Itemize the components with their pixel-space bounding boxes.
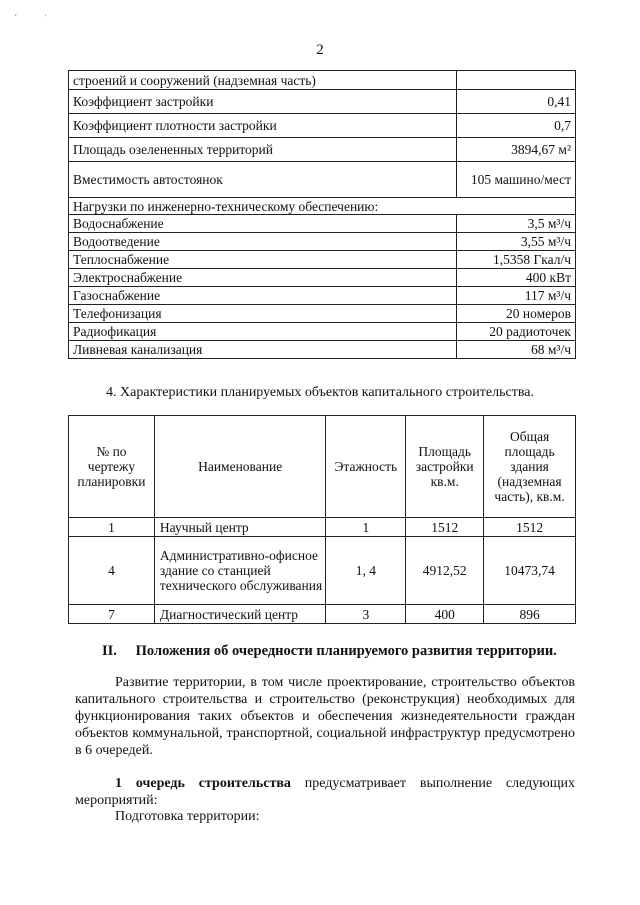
param-name: Ливневая канализация xyxy=(69,341,457,359)
cell-number: 7 xyxy=(69,605,155,624)
scan-mark: ˈ xyxy=(44,14,48,25)
param-group-header: Нагрузки по инженерно-техническому обеспечению: xyxy=(69,198,576,215)
cell-total-area: 1512 xyxy=(484,518,576,537)
site-preparation-line: Подготовка территории: xyxy=(115,809,260,824)
section-2-heading xyxy=(102,643,557,660)
col-header-name: Наименование xyxy=(154,416,326,518)
col-header-built-area: Площадь застройки кв.м. xyxy=(406,416,484,518)
cell-number: 1 xyxy=(69,518,155,537)
stage-1-paragraph xyxy=(75,775,575,809)
param-value: 20 радиоточек xyxy=(457,323,576,341)
param-name: строений и сооружений (надземная часть) xyxy=(69,71,457,90)
cell-name: Диагностический центр xyxy=(154,605,326,624)
param-name: Коэффициент застройки xyxy=(69,90,457,114)
param-name: Водоотведение xyxy=(69,233,457,251)
cell-floors: 1 xyxy=(326,518,406,537)
table-row xyxy=(69,537,576,605)
section-2-title: Положения об очередности планируемого развития территории. xyxy=(135,643,557,659)
col-header-number: № по чертежу планировки xyxy=(69,416,155,518)
param-name: Электроснабжение xyxy=(69,269,457,287)
param-name: Телефонизация xyxy=(69,305,457,323)
param-name: Теплоснабжение xyxy=(69,251,457,269)
cell-built-area: 1512 xyxy=(406,518,484,537)
param-name: Коэффициент плотности застройки xyxy=(69,114,457,138)
param-value: 0,7 xyxy=(457,114,576,138)
cell-floors: 3 xyxy=(326,605,406,624)
param-value: 3,5 м³/ч xyxy=(457,215,576,233)
param-value: 1,5358 Гкал/ч xyxy=(457,251,576,269)
section-2-numeral: II. xyxy=(102,643,117,659)
table-row xyxy=(69,605,576,624)
col-header-floors: Этажность xyxy=(326,416,406,518)
parameters-table xyxy=(68,70,576,359)
cell-name: Административно-офисное здание со станцией технического обслуживания xyxy=(154,537,326,605)
param-value xyxy=(457,71,576,90)
param-value: 0,41 xyxy=(457,90,576,114)
param-value: 3,55 м³/ч xyxy=(457,233,576,251)
param-value: 105 машино/мест xyxy=(457,162,576,198)
cell-total-area: 896 xyxy=(484,605,576,624)
stage-1-label: 1 очередь строительства xyxy=(115,776,291,791)
development-paragraph: Развитие территории, в том числе проектирование, строительство объектов капитального строительства и строительство (реконструкция) необходимых для функционирования таких объектов и обеспечения жизнедеятельности граждан объектов коммунальной, транспортной, социальной инфраструктур предусмотрено в 6 очередей. xyxy=(75,675,575,758)
page-number: 2 xyxy=(316,42,324,58)
section-4-title: 4. Характеристики планируемых объектов капитального строительства. xyxy=(106,385,534,400)
param-value: 68 м³/ч xyxy=(457,341,576,359)
table-row xyxy=(69,518,576,537)
cell-total-area: 10473,74 xyxy=(484,537,576,605)
stage-1-text: предусматривает выполнение следующих мероприятий: xyxy=(75,776,575,808)
param-value: 400 кВт xyxy=(457,269,576,287)
cell-built-area: 4912,52 xyxy=(406,537,484,605)
param-name: Водоснабжение xyxy=(69,215,457,233)
param-value: 3894,67 м² xyxy=(457,138,576,162)
param-value: 20 номеров xyxy=(457,305,576,323)
param-name: Вместимость автостоянок xyxy=(69,162,457,198)
param-value: 117 м³/ч xyxy=(457,287,576,305)
cell-built-area: 400 xyxy=(406,605,484,624)
param-name: Радиофикация xyxy=(69,323,457,341)
param-name: Газоснабжение xyxy=(69,287,457,305)
planned-objects-table xyxy=(68,415,576,624)
param-name: Площадь озелененных территорий xyxy=(69,138,457,162)
cell-floors: 1, 4 xyxy=(326,537,406,605)
cell-number: 4 xyxy=(69,537,155,605)
cell-name: Научный центр xyxy=(154,518,326,537)
col-header-total-area: Общая площадь здания (надземная часть), кв.м. xyxy=(484,416,576,518)
scan-mark: ˊ xyxy=(14,14,18,25)
